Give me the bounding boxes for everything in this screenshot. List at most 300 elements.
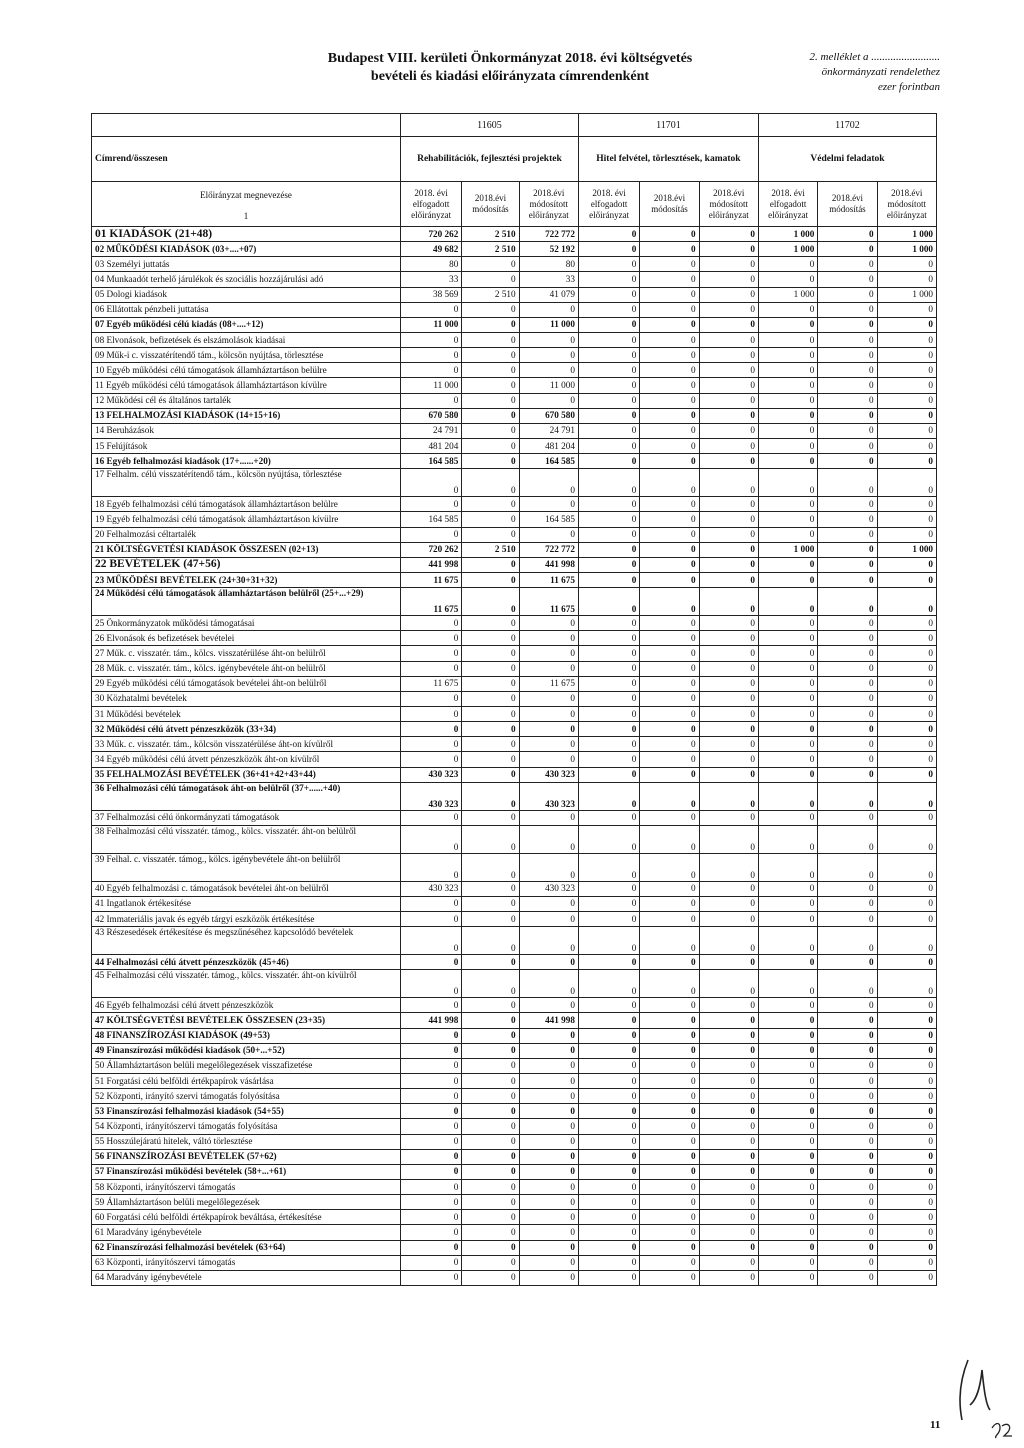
row-value: 1 000 [877, 242, 936, 257]
row-value: 0 [758, 767, 817, 782]
row-value: 0 [877, 646, 936, 661]
header-elo-label: Előirányzat megnevezése [200, 190, 292, 200]
row-value: 0 [699, 302, 758, 317]
row-value: 0 [699, 752, 758, 767]
row-value: 0 [400, 810, 461, 825]
row-value: 0 [519, 469, 578, 497]
row-value: 0 [400, 1270, 461, 1285]
row-value: 0 [462, 1240, 519, 1255]
row-label: 43 Részesedések értékesítése és megszűnéséhez kapcsolódó bevételek [92, 927, 401, 955]
row-value: 0 [877, 752, 936, 767]
row-value: 0 [877, 661, 936, 676]
row-value: 0 [519, 1028, 578, 1043]
row-value: 0 [699, 912, 758, 927]
row-value: 0 [640, 408, 699, 423]
row-value: 0 [758, 332, 817, 347]
row-value: 0 [640, 752, 699, 767]
row-value: 0 [462, 302, 519, 317]
row-label: 52 Központi, irányító szervi támogatás folyósítása [92, 1089, 401, 1104]
row-value: 0 [578, 302, 639, 317]
row-value: 11 675 [400, 676, 461, 691]
row-value: 0 [519, 970, 578, 998]
row-value: 0 [400, 706, 461, 721]
table-row [92, 542, 937, 557]
row-value: 0 [462, 588, 519, 616]
row-value: 0 [578, 287, 639, 302]
table-row [92, 616, 937, 631]
row-value: 0 [818, 737, 877, 752]
row-value: 0 [877, 363, 936, 378]
row-label: 35 FELHALMOZÁSI BEVÉTELEK (36+41+42+43+44) [92, 767, 401, 782]
row-label: 08 Elvonások, befizetések és elszámolások kiadásai [92, 332, 401, 347]
row-value: 0 [699, 1089, 758, 1104]
table-row [92, 646, 937, 661]
row-value: 0 [699, 881, 758, 896]
table-row [92, 257, 937, 272]
row-value: 0 [877, 825, 936, 853]
row-value: 0 [758, 557, 817, 572]
row-value: 0 [877, 469, 936, 497]
row-value: 0 [699, 691, 758, 706]
row-label: 13 FELHALMOZÁSI KIADÁSOK (14+15+16) [92, 408, 401, 423]
row-value: 0 [400, 970, 461, 998]
row-value: 0 [877, 1134, 936, 1149]
row-value: 0 [578, 1270, 639, 1285]
row-value: 0 [578, 676, 639, 691]
row-value: 0 [758, 631, 817, 646]
row-value: 0 [877, 706, 936, 721]
row-label: 07 Egyéb működési célú kiadás (08+....+12) [92, 317, 401, 332]
header-cimrend: Címrend/összesen [92, 137, 401, 182]
row-value: 0 [758, 302, 817, 317]
row-value: 0 [462, 1028, 519, 1043]
row-value: 0 [758, 1270, 817, 1285]
row-value: 0 [640, 1043, 699, 1058]
row-label: 18 Egyéb felhalmozási célú támogatások államháztartáson belülre [92, 497, 401, 512]
table-row [92, 1013, 937, 1028]
row-value: 0 [578, 896, 639, 911]
row-value: 0 [818, 631, 877, 646]
row-value: 0 [462, 348, 519, 363]
row-label: 02 MŰKÖDÉSI KIADÁSOK (03+....+07) [92, 242, 401, 257]
row-value: 0 [758, 497, 817, 512]
row-label: 29 Egyéb működési célú támogatások bevételei áht-on belülről [92, 676, 401, 691]
row-value: 52 192 [519, 242, 578, 257]
row-value: 0 [699, 393, 758, 408]
row-value: 0 [462, 1119, 519, 1134]
row-value: 0 [818, 527, 877, 542]
row-value: 0 [758, 1013, 817, 1028]
row-value: 0 [877, 332, 936, 347]
row-value: 0 [462, 423, 519, 438]
row-value: 0 [640, 631, 699, 646]
row-value: 0 [877, 676, 936, 691]
row-value: 0 [640, 1028, 699, 1043]
row-value: 0 [877, 557, 936, 572]
row-value: 0 [462, 881, 519, 896]
row-value: 0 [699, 257, 758, 272]
row-label: 63 Központi, irányítószervi támogatás [92, 1255, 401, 1270]
row-value: 11 000 [400, 378, 461, 393]
row-value: 0 [462, 1104, 519, 1119]
table-row [92, 469, 937, 497]
row-value: 0 [818, 348, 877, 363]
row-value: 11 000 [519, 378, 578, 393]
row-value: 0 [699, 242, 758, 257]
row-value: 0 [640, 348, 699, 363]
row-value: 24 791 [519, 423, 578, 438]
row-value: 0 [818, 927, 877, 955]
table-row [92, 1089, 937, 1104]
row-value: 0 [699, 1149, 758, 1164]
table-row [92, 1028, 937, 1043]
table-row [92, 302, 937, 317]
row-value: 0 [462, 631, 519, 646]
row-label: 51 Forgatási célú belföldi értékpapírok vásárlása [92, 1074, 401, 1089]
row-value: 430 323 [400, 767, 461, 782]
row-value: 0 [519, 1240, 578, 1255]
header-code-2: 11701 [578, 114, 758, 137]
table-row [92, 912, 937, 927]
row-value: 0 [519, 393, 578, 408]
table-row [92, 998, 937, 1013]
row-value: 33 [519, 272, 578, 287]
row-value: 0 [640, 646, 699, 661]
row-value: 0 [758, 896, 817, 911]
row-value: 0 [400, 1225, 461, 1240]
row-value: 430 323 [400, 881, 461, 896]
row-value: 0 [818, 676, 877, 691]
row-value: 0 [400, 1089, 461, 1104]
row-value: 164 585 [519, 454, 578, 469]
row-value: 0 [818, 1180, 877, 1195]
row-value: 0 [877, 767, 936, 782]
row-value: 0 [640, 1119, 699, 1134]
row-value: 0 [462, 408, 519, 423]
row-value: 0 [462, 272, 519, 287]
row-value: 0 [818, 691, 877, 706]
row-value: 0 [877, 1089, 936, 1104]
row-value: 0 [462, 1043, 519, 1058]
row-value: 0 [519, 332, 578, 347]
row-value: 0 [578, 631, 639, 646]
row-value: 0 [758, 1149, 817, 1164]
table-row [92, 782, 937, 810]
annex-line-1: 2. melléklet a ......................... [809, 51, 940, 63]
row-value: 0 [877, 810, 936, 825]
row-label: 36 Felhalmozási célú támogatások áht-on belülről (37+......+40) [92, 782, 401, 810]
row-value: 80 [400, 257, 461, 272]
table-row [92, 408, 937, 423]
row-value: 0 [462, 557, 519, 572]
row-value: 0 [877, 1149, 936, 1164]
row-value: 0 [699, 1013, 758, 1028]
row-value: 0 [699, 408, 758, 423]
row-value: 11 675 [400, 572, 461, 587]
row-value: 0 [699, 927, 758, 955]
table-row [92, 348, 937, 363]
row-value: 0 [758, 1089, 817, 1104]
row-value: 430 323 [400, 782, 461, 810]
row-value: 0 [462, 1013, 519, 1028]
row-value: 0 [462, 752, 519, 767]
row-label: 16 Egyéb felhalmozási kiadások (17+......+20) [92, 454, 401, 469]
annex-line-3: ezer forintban [877, 81, 940, 93]
handwritten-signature [930, 1350, 1020, 1440]
row-value: 0 [640, 810, 699, 825]
table-row [92, 722, 937, 737]
row-label: 53 Finanszírozási felhalmozási kiadások (54+55) [92, 1104, 401, 1119]
row-value: 0 [462, 646, 519, 661]
row-value: 0 [462, 722, 519, 737]
row-value: 0 [699, 1074, 758, 1089]
row-value: 0 [578, 998, 639, 1013]
row-value: 0 [699, 1104, 758, 1119]
table-row [92, 363, 937, 378]
row-value: 0 [578, 557, 639, 572]
row-value: 0 [699, 1180, 758, 1195]
row-value: 0 [519, 363, 578, 378]
row-value: 2 510 [462, 542, 519, 557]
row-value: 0 [818, 616, 877, 631]
row-value: 0 [400, 302, 461, 317]
row-value: 0 [519, 1210, 578, 1225]
row-value: 0 [578, 588, 639, 616]
row-value: 0 [578, 752, 639, 767]
row-value: 0 [578, 1210, 639, 1225]
row-value: 0 [578, 1119, 639, 1134]
sub-a-2: 2018. évi elfogadott előirányzat [578, 182, 639, 227]
row-value: 0 [640, 1058, 699, 1073]
row-value: 0 [758, 1210, 817, 1225]
row-value: 0 [578, 317, 639, 332]
row-value: 0 [640, 454, 699, 469]
row-label: 01 KIADÁSOK (21+48) [92, 227, 401, 242]
page-mark: 11 [930, 1419, 941, 1431]
row-value: 0 [640, 927, 699, 955]
row-value: 0 [462, 317, 519, 332]
row-value: 0 [877, 1043, 936, 1058]
row-value: 0 [519, 1058, 578, 1073]
row-value: 0 [877, 1255, 936, 1270]
row-value: 0 [699, 1195, 758, 1210]
row-label: 10 Egyéb működési célú támogatások államháztartáson belülre [92, 363, 401, 378]
row-value: 0 [578, 542, 639, 557]
row-value: 0 [462, 955, 519, 970]
row-value: 0 [818, 752, 877, 767]
row-value: 0 [400, 1028, 461, 1043]
row-value: 0 [877, 257, 936, 272]
row-value: 0 [818, 1149, 877, 1164]
row-value: 481 204 [519, 438, 578, 453]
row-value: 0 [699, 631, 758, 646]
row-value: 0 [640, 1149, 699, 1164]
header-blank [92, 114, 401, 137]
row-value: 0 [400, 1180, 461, 1195]
row-value: 481 204 [400, 438, 461, 453]
row-value: 0 [462, 393, 519, 408]
row-value: 0 [462, 616, 519, 631]
table-row [92, 752, 937, 767]
row-value: 0 [699, 767, 758, 782]
row-value: 164 585 [400, 454, 461, 469]
row-value: 0 [818, 317, 877, 332]
row-value: 0 [818, 1043, 877, 1058]
row-value: 0 [578, 722, 639, 737]
row-value: 0 [400, 393, 461, 408]
row-label: 46 Egyéb felhalmozási célú átvett pénzeszközök [92, 998, 401, 1013]
row-value: 0 [640, 1180, 699, 1195]
row-value: 0 [578, 469, 639, 497]
row-value: 0 [699, 497, 758, 512]
row-value: 0 [758, 706, 817, 721]
row-value: 0 [640, 616, 699, 631]
row-value: 0 [400, 1255, 461, 1270]
row-value: 0 [818, 302, 877, 317]
row-value: 0 [519, 1089, 578, 1104]
row-value: 0 [818, 1255, 877, 1270]
row-value: 0 [462, 676, 519, 691]
row-value: 0 [758, 1074, 817, 1089]
row-value: 0 [699, 527, 758, 542]
row-value: 0 [758, 998, 817, 1013]
row-value: 0 [462, 912, 519, 927]
row-label: 55 Hosszúlejáratú hitelek, váltó törlesztése [92, 1134, 401, 1149]
header-row-number: 1 [243, 211, 249, 221]
row-value: 0 [400, 896, 461, 911]
row-value: 0 [699, 825, 758, 853]
row-value: 0 [462, 454, 519, 469]
row-value: 0 [640, 676, 699, 691]
row-value: 0 [462, 825, 519, 853]
row-value: 0 [640, 767, 699, 782]
table-row [92, 497, 937, 512]
row-value: 2 510 [462, 287, 519, 302]
row-value: 0 [462, 896, 519, 911]
row-label: 20 Felhalmozási céltartalék [92, 527, 401, 542]
row-value: 0 [818, 378, 877, 393]
row-value: 0 [519, 810, 578, 825]
row-value: 0 [519, 527, 578, 542]
row-value: 0 [699, 722, 758, 737]
row-value: 0 [400, 1149, 461, 1164]
row-value: 0 [578, 332, 639, 347]
row-value: 0 [640, 737, 699, 752]
row-value: 0 [699, 970, 758, 998]
row-value: 0 [578, 572, 639, 587]
row-label: 49 Finanszírozási működési kiadások (50+...+52) [92, 1043, 401, 1058]
annex-line-2: önkormányzati rendelethez [821, 66, 940, 78]
row-value: 0 [877, 691, 936, 706]
row-value: 0 [400, 497, 461, 512]
row-value: 0 [578, 1058, 639, 1073]
row-value: 0 [640, 527, 699, 542]
row-value: 41 079 [519, 287, 578, 302]
table-row [92, 454, 937, 469]
row-value: 0 [462, 706, 519, 721]
row-value: 0 [818, 1119, 877, 1134]
row-value: 0 [758, 454, 817, 469]
table-row [92, 1043, 937, 1058]
row-value: 0 [400, 1119, 461, 1134]
row-value: 0 [578, 1074, 639, 1089]
row-value: 0 [699, 348, 758, 363]
row-value: 0 [640, 438, 699, 453]
table-row [92, 1074, 937, 1089]
row-value: 0 [877, 588, 936, 616]
header-name-1: Rehabilitációk, fejlesztési projektek [400, 137, 578, 182]
row-value: 0 [400, 661, 461, 676]
row-value: 0 [758, 363, 817, 378]
row-value: 0 [877, 438, 936, 453]
row-value: 0 [877, 1028, 936, 1043]
row-value: 0 [877, 408, 936, 423]
row-label: 42 Immateriális javak és egyéb tárgyi eszközök értékesítése [92, 912, 401, 927]
row-value: 0 [640, 242, 699, 257]
row-value: 0 [699, 1164, 758, 1179]
row-value: 0 [758, 1225, 817, 1240]
row-value: 164 585 [519, 512, 578, 527]
row-value: 0 [758, 1240, 817, 1255]
row-value: 0 [640, 782, 699, 810]
row-value: 0 [877, 1240, 936, 1255]
row-label: 54 Központi, irányítószervi támogatás folyósítása [92, 1119, 401, 1134]
table-row [92, 1255, 937, 1270]
row-value: 0 [818, 1225, 877, 1240]
row-value: 441 998 [519, 557, 578, 572]
row-value: 0 [400, 332, 461, 347]
row-value: 0 [462, 1134, 519, 1149]
row-value: 0 [758, 1043, 817, 1058]
row-value: 0 [758, 1058, 817, 1073]
row-value: 0 [818, 706, 877, 721]
sub-a-1: 2018. évi elfogadott előirányzat [400, 182, 461, 227]
row-value: 0 [578, 706, 639, 721]
row-value: 0 [818, 438, 877, 453]
row-value: 0 [818, 896, 877, 911]
table-row [92, 378, 937, 393]
sub-c-3: 2018.évi módosított előirányzat [877, 182, 936, 227]
table-row [92, 1119, 937, 1134]
table-row [92, 631, 937, 646]
row-label: 58 Központi, irányítószervi támogatás [92, 1180, 401, 1195]
row-value: 0 [699, 661, 758, 676]
row-value: 0 [519, 616, 578, 631]
row-value: 0 [699, 469, 758, 497]
row-value: 0 [578, 227, 639, 242]
table-row [92, 423, 937, 438]
row-value: 0 [818, 1074, 877, 1089]
row-value: 0 [818, 1089, 877, 1104]
row-value: 0 [818, 722, 877, 737]
row-value: 0 [699, 810, 758, 825]
header-elo [92, 182, 401, 227]
row-value: 0 [758, 853, 817, 881]
row-value: 0 [640, 1240, 699, 1255]
row-label: 41 Ingatlanok értékesítése [92, 896, 401, 911]
row-value: 0 [462, 497, 519, 512]
row-value: 0 [640, 497, 699, 512]
row-value: 0 [699, 1240, 758, 1255]
row-value: 0 [818, 572, 877, 587]
row-value: 0 [578, 810, 639, 825]
table-row [92, 527, 937, 542]
header-code-row [92, 114, 937, 137]
row-value: 0 [519, 825, 578, 853]
row-value: 1 000 [758, 287, 817, 302]
row-value: 0 [877, 1180, 936, 1195]
row-value: 0 [640, 825, 699, 853]
